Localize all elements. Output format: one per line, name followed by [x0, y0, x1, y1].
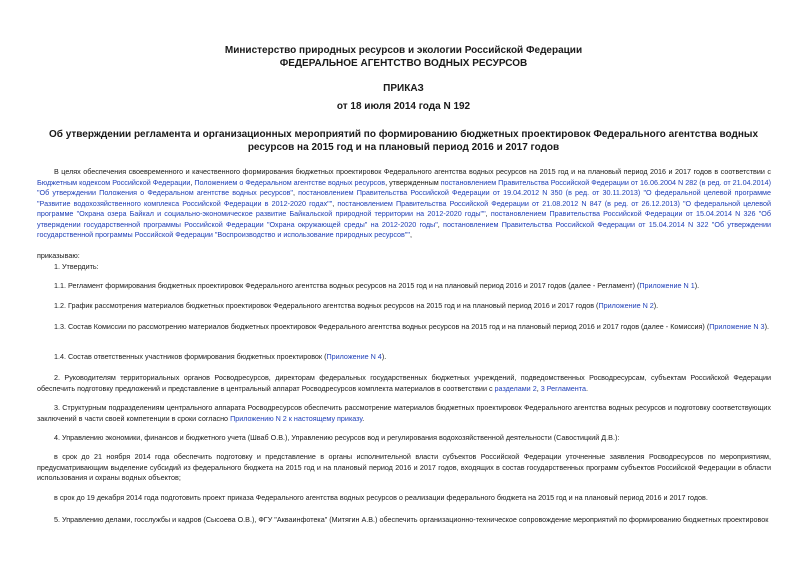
item-4-b: в срок до 19 декабря 2014 года подготовить проект приказа Федерального агентства водных ресурсов о реализации федерального бюджета на 2015 год и на плановый период 2016 и 2017 годов.: [54, 493, 708, 502]
item-text: 2. Руководителям территориальных органов Росводресурсов, директорам федеральных государственных бюджетных учреждений, подведомственных Росводресурсам, субъектам Российской Федерации обеспечить подготовку предложений и представление в центральный аппарат Росводресурсов комплекта материалов в соответствии с: [37, 373, 771, 393]
item-1-4: [37, 352, 771, 363]
item-text: 1.1. Регламент формирования бюджетных проектировок Федерального агентства водных ресурсов на 2015 год и на плановый период 2016 и 2017 годов (далее - Регламент) (: [54, 281, 640, 290]
link-appendix-1[interactable]: Приложение N 1: [639, 281, 695, 290]
item-text: ).: [653, 301, 659, 310]
item-text: .: [585, 383, 588, 393]
preamble-text: ,: [437, 219, 444, 229]
item-4-a: в срок до 21 ноября 2014 года обеспечить подготовку и представление в органы исполнительной власти субъектов Российской Федерации уточненные заявления Росводресурсов по мероприятиям, предусматривающим выделение субсидий из федерального бюджета на 2015 год и на плановый период 2016 и 2017 годов, входящих в состав государственных программ субъектов Российской Федерации в области использования и охраны водных объектов;: [37, 452, 771, 482]
item-1-3: [37, 322, 771, 333]
link-appendix-2-order[interactable]: Приложению N 2 к настоящему приказу: [230, 413, 363, 423]
link-resolution-350[interactable]: постановлением Правительства Российской Федерации от 19.04.2012 N 350 (в ред. от 30.11.2013) "О федеральной целевой программе "Развитие водохозяйственного комплекса Российской Федерации в 2012-2020 годах"": [37, 188, 771, 208]
item-text: 1.2. График рассмотрения материалов бюджетных проектировок Федерального агентства водных ресурсов на 2015 год и на плановый период 2016 и 2017 годов (: [54, 301, 599, 310]
ministry-name: Министерство природных ресурсов и экологии Российской Федерации: [224, 45, 583, 56]
link-budget-code[interactable]: Бюджетным кодексом Российской Федерации: [37, 177, 191, 187]
item-text: ).: [764, 322, 769, 331]
link-section-3[interactable]: 3 Регламента: [540, 383, 586, 393]
preamble-text: ,: [190, 177, 195, 187]
item-text: ).: [694, 281, 700, 290]
link-resolution-322[interactable]: постановлением Правительства Российской Федерации от 15.04.2014 N 322 "Об утверждении государственной программы Российской Федерации "Воспроизводство и использование природных ресурсов"": [37, 219, 771, 239]
link-resolution-326[interactable]: постановлением Правительства Российской Федерации от 15.04.2014 N 326 "Об утверждении государственной программы Российской Федерации "Охрана окружающей среды" на 2012-2020 годы": [37, 209, 771, 229]
item-2: [37, 373, 771, 394]
preamble-text: ,: [409, 230, 412, 239]
preamble-text: В целях обеспечения своевременного и качественного формирования бюджетных проектировок Федерального агентства водных ресурсов на 2015 год и на плановый период 2016 и 2017 годов в соответствии с: [54, 167, 771, 176]
item-1: 1. Утвердить:: [54, 262, 99, 271]
order-date: от 18 июля 2014 года N 192: [336, 101, 471, 112]
preamble-text: ,: [485, 209, 491, 218]
item-5: 5. Управлению делами, госслужбы и кадров (Сысоева О.В.), ФГУ "Акваинфотека" (Митягин А.В.) обеспечить организационно-техническое сопровождение мероприятий по формированию бюджетных проектировок: [54, 515, 769, 524]
link-section-2[interactable]: разделами 2: [494, 383, 537, 393]
order-title: Об утверждении регламента и организационных мероприятий по формированию бюджетных проектировок Федерального агентства водных ресурсов на 2015 год и на плановый период 2016 и 2017 годов: [48, 129, 759, 153]
preamble-text: ,: [293, 188, 299, 197]
link-appendix-2[interactable]: Приложение N 2: [598, 301, 654, 310]
item-1-1: [37, 281, 771, 292]
link-appendix-3[interactable]: Приложение N 3: [709, 322, 765, 331]
item-text: .: [362, 413, 365, 423]
item-text: 3. Структурным подразделениям центрального аппарата Росводресурсов обеспечить рассмотрение материалов бюджетных проектировок Федерального агентства водных ресурсов и подготовку соответствующих заключений в части своей компетенции в сроки согласно: [37, 403, 771, 423]
order-type: ПРИКАЗ: [383, 83, 424, 94]
link-agency-regulation[interactable]: Положением о Федеральном агентстве водных ресурсов: [194, 177, 386, 187]
agency-name: ФЕДЕРАЛЬНОЕ АГЕНТСТВО ВОДНЫХ РЕСУРСОВ: [279, 58, 528, 69]
item-3: [37, 403, 771, 424]
item-text: 1.3. Состав Комиссии по рассмотрению материалов бюджетных проектировок Федерального агентства водных ресурсов на 2015 год и на плановый период 2016 и 2017 годов (далее - Комиссия) (: [54, 322, 710, 331]
item-text: 1.4. Состав ответственных участников формирования бюджетных проектировок (: [54, 352, 327, 361]
item-4: 4. Управлению экономики, финансов и бюджетного учета (Шваб О.В.), Управлению ресурсов вод и регулирования водохозяйственной деятельности (Савостицкий Д.В.):: [54, 433, 620, 442]
preamble-paragraph: [37, 167, 771, 241]
link-resolution-282[interactable]: постановлением Правительства Российской Федерации от 16.06.2004 N 282 (в ред. от 21.04.2014) "Об утверждении Положения о Федеральном агентстве водных ресурсов": [37, 177, 772, 197]
item-1-2: [37, 301, 771, 312]
preamble-text: ,: [332, 198, 338, 208]
item-text: ,: [536, 383, 541, 393]
link-appendix-4[interactable]: Приложение N 4: [326, 352, 382, 361]
order-word: приказываю:: [37, 251, 80, 260]
item-text: ).: [381, 352, 387, 361]
link-resolution-847[interactable]: постановлением Правительства Российской Федерации от 21.08.2012 N 847 (в ред. от 26.12.2013) "О федеральной целевой программе "Охрана озера Байкал и социально-экономическое развитие Байкальской природной территории на 2012-2020 годы"": [37, 198, 771, 218]
preamble-text: , утвержденным: [385, 177, 441, 187]
